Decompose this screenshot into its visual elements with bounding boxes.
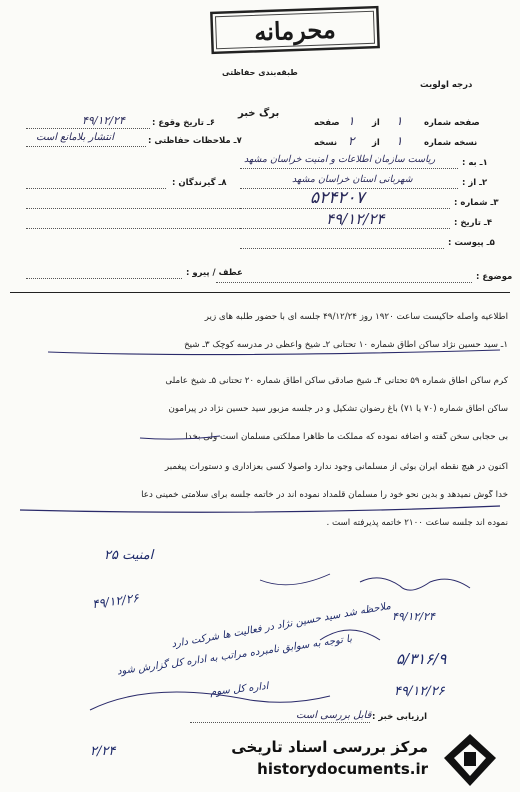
date-label: ۴ـ تاریخ : [454, 218, 493, 228]
security-notes-value: انتشار بلامانع است [36, 132, 114, 143]
note-file-number: ۵/۳۱۶/۹ [396, 650, 447, 668]
body-line-4: ساکن اطاق شماره (۷۰ یا ۷۱) باغ رضوان تشکیل و در جلسه مزبور سید حسین نژاد در پیرامون [168, 404, 508, 414]
security-notes-label: ۷ـ ملاحظات حفاظتی : [148, 136, 242, 146]
form-title: برگ خبر [238, 108, 280, 119]
underline-strokes [0, 300, 520, 530]
date-value: ۴۹/۱۲/۲۴ [326, 210, 385, 228]
body-line-2: ۱ـ سید حسین نژاد ساکن اطاق شماره ۱۰ تحتانی ۲ـ شیخ واعظی در مدرسه کوچک ۳ـ شیخ [184, 340, 508, 350]
copy-number-value: ۱ [396, 134, 403, 148]
number-value: ۵۲۴۲۰۷ [310, 188, 365, 208]
brand-url: historydocuments.ir [257, 760, 428, 778]
body-line-3: کرم ساکن اطاق شماره ۵۹ تحتانی ۴ـ شیخ صادقی ساکن اطاق شماره ۲۰ تحتانی ۵ـ شیخ عاملی [165, 376, 508, 386]
page-number-of: از [372, 118, 380, 128]
body-line-8: نموده اند جلسه ساعت ۲۱۰۰ خاتمه پذیرفته است . [326, 518, 508, 528]
note-date-b: ۴۹/۱۲/۲۶ [394, 684, 445, 699]
classification-label: طبقه‌بندی حفاظتی [222, 68, 298, 77]
from-label: ۲ـ از : [462, 178, 488, 188]
to-value: ریاست سازمان اطلاعات و امنیت خراسان مشهد [244, 154, 436, 165]
subject-label: موضوع : [476, 272, 513, 282]
from-value: شهربانی استان خراسان مشهد [292, 174, 413, 185]
brand-title: مرکز بررسی اسناد تاریخی [231, 738, 428, 756]
page-number-label: صفحه شماره [424, 118, 480, 128]
confidential-stamp [209, 5, 380, 55]
event-date-value: ۴۹/۱۲/۲۴ [82, 114, 125, 127]
stamp-text: محرمانه [253, 14, 337, 47]
note-line-2: با توجه به سوابق نامبرده مراتب به اداره کل گزارش شود [116, 633, 353, 678]
body-line-1: اطلاعیه واصله حاکیست ساعت ۱۹۲۰ روز ۴۹/۱۲/۲۴ جلسه ای با حضور طلبه های زیر [204, 312, 508, 322]
priority-label: درجه اولویت [420, 80, 473, 90]
attachment-label: ۵ـ پیوست : [448, 238, 495, 248]
copy-number-unit: نسخه [314, 138, 338, 148]
page-number-value: ۱ [396, 114, 403, 128]
recipients-label: ۸ـ گیرندگان : [172, 178, 227, 188]
copy-number-of: از [372, 138, 380, 148]
copy-number-total: ۲ [348, 134, 355, 148]
stamp-frame-graphic [209, 5, 380, 55]
number-label: ۳ـ شماره : [454, 198, 499, 208]
note-date-c: ۴۹/۱۲/۲۴ [392, 610, 435, 623]
copy-number-label: نسخه شماره [424, 138, 478, 148]
body-line-5: بی حجابی سخن گفته و اضافه نموده که مملکت ما ظاهرا مملکتی مسلمان است ولی بخدا [185, 432, 508, 442]
body-line-7: خدا گوش نمیدهد و بدین نحو خود را مسلمان قلمداد نموده اند در خاتمه جلسه برای سلامتی خمینی دعا [141, 490, 508, 500]
event-date-label: ۶ـ تاریخ وقوع : [152, 118, 215, 128]
note-signoff: امنیت ۲۵ [104, 548, 154, 563]
note-line-1: ملاحظه شد سید حسین نژاد در فعالیت ها شرکت دارد [170, 600, 392, 651]
to-label: ۱ـ به : [462, 158, 488, 168]
signature-scribbles [60, 560, 500, 730]
footer-page-mark: ۲/۲۴ [90, 744, 116, 759]
body-line-6: اکنون در هیچ نقطه ایران بوئی از مسلمانی وجود ندارد واصولا کسی بعزاداری و دستورات پیغمبر [164, 462, 508, 472]
reference-label: عطف / پیرو : [186, 268, 243, 278]
page-number-total: ۱ [348, 114, 355, 128]
archive-logo-icon [440, 732, 500, 788]
evaluation-label: ارزیابی خبر : [372, 712, 428, 722]
note-line-3: اداره کل سوم [209, 680, 269, 699]
evaluation-value: قابل بررسی است [296, 710, 372, 721]
note-date-a: ۴۹/۱۲/۲۶ [91, 590, 140, 612]
page-number-unit: صفحه [314, 118, 340, 128]
